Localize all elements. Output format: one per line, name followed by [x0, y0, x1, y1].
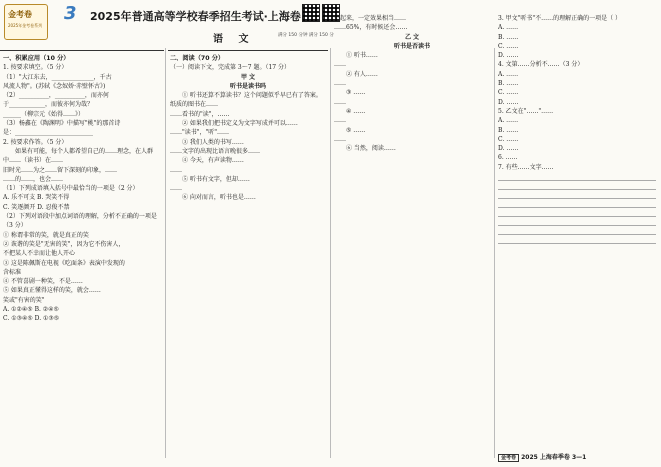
text-line: ② 如果我们把书定义为文字写成并可以…… — [182, 120, 298, 128]
text-line: 听书是读书吗 — [229, 82, 266, 90]
text-line: D. …… — [498, 145, 519, 153]
text-line: C. …… — [498, 135, 519, 143]
text-line: 二、阅读（70 分） — [170, 55, 225, 62]
text-line: ⑤ …… — [346, 126, 366, 134]
text-line: B. …… — [498, 80, 519, 88]
text-line: （3）杨鑫在《陶渊明》中描写"桃"的那首诗 — [3, 120, 121, 128]
text-line: 4. 文第……分析不……（3 分） — [498, 61, 584, 69]
answer-line — [498, 189, 656, 190]
text-line: ③ 这是陈佩斯在电视《吃面条》表演中发现的 — [3, 259, 125, 267]
text-line: ……"读书"，"听"…… — [170, 129, 230, 137]
text-line: C. …… — [498, 89, 519, 97]
column-4 — [498, 14, 656, 444]
text-line: （一）阅读下文，完成第 3～7 题。（17 分） — [170, 64, 290, 72]
text-line: 是：__________________________ — [3, 129, 94, 137]
text-line: ______（柳宗元《始得……》） — [3, 110, 85, 118]
text-line: A. 乐不可支 B. 哭笑不得 — [3, 194, 70, 202]
column-1 — [3, 54, 161, 454]
text-line: ③ 我们人类的书写…… — [182, 138, 244, 146]
text-line: ③ …… — [346, 89, 366, 97]
text-line: C. …… — [498, 42, 519, 50]
answer-line — [498, 243, 656, 244]
column-2 — [170, 54, 326, 454]
text-line: A. …… — [498, 70, 519, 78]
header-rule — [0, 50, 164, 51]
text-line: ……看书的"读"，…… — [170, 110, 230, 118]
text-line: A. …… — [498, 24, 519, 32]
text-line: ① 称谓非常的笑，就是真正的笑 — [3, 231, 89, 239]
answer-line — [498, 234, 656, 235]
text-line: （1）"大江东去，______________，千古 — [3, 73, 112, 81]
footer-brand: 金考卷 — [498, 454, 519, 462]
subject-title: 语 文 — [213, 34, 255, 45]
text-line: ② 有人…… — [346, 70, 378, 78]
text-line: …… — [170, 185, 182, 193]
text-line: ……文字的出现比语言晚很多…… — [170, 147, 261, 155]
text-line: ① 听书还算不算读书？这个问题似乎早已有了答案。纸质的图书在…… — [170, 92, 322, 109]
answer-line — [498, 180, 656, 181]
text-line: （2）下列对语段中加点词语的理解，分析不正确的一项是（3 分） — [3, 213, 157, 230]
text-line: ④ …… — [346, 107, 366, 115]
text-line: 5. 乙文在"……"…… — [498, 107, 554, 115]
column-divider — [494, 48, 495, 458]
text-line: ⑤ 听书有文字，但却…… — [182, 175, 250, 183]
answer-line — [498, 225, 656, 226]
text-line: …… — [334, 135, 346, 143]
text-line: 会起来，一定效果相当…… — [334, 15, 407, 22]
page-footer — [498, 452, 586, 461]
text-line: 2. 按要求作答。（5 分） — [3, 138, 68, 146]
text-line: 听书是否读书 — [393, 42, 430, 50]
text-line: C. 笑逐颜开 D. 忍俊不禁 — [3, 203, 70, 211]
text-line: …… — [334, 98, 346, 106]
text-line: 1. 按要求填空。（5 分） — [3, 64, 68, 72]
text-line: C. ①③④⑤ D. ①③⑤ — [3, 315, 60, 323]
qr-code-icon — [302, 4, 320, 22]
exam-title: 2025年普通高等学校春季招生考试·上海卷 — [90, 10, 301, 23]
text-line: …… — [334, 61, 346, 69]
text-line: ⑥ 当然，阅读…… — [346, 145, 396, 153]
text-line: ② 诙谐的笑是"无害的笑"，因为它不伤害人， — [3, 240, 125, 248]
text-line: …… — [334, 80, 346, 88]
footer-text: 2025 上海春季卷 3—1 — [521, 454, 587, 461]
text-line: 6. …… — [498, 154, 518, 162]
text-line: （1）下列成语填入括号中最恰当的一项是（2 分） — [3, 185, 139, 193]
text-line: 甲 文 — [240, 73, 256, 81]
answer-line — [498, 198, 656, 199]
text-line: ④ 不管喜剧一种笑，不是…… — [3, 278, 83, 286]
text-line: 含标准 — [3, 268, 22, 276]
text-line: 于____________，而彼亦何为哉？ — [3, 101, 94, 109]
text-line: …… — [334, 117, 346, 125]
answer-line — [498, 207, 656, 208]
logo-text: 金考卷 — [8, 10, 32, 19]
text-line: 乙 文 — [404, 33, 420, 41]
text-line: B. …… — [498, 126, 519, 134]
text-line: 3. 甲文"听书"不……的理解正确的一项是（ ） — [498, 15, 622, 22]
answer-line — [498, 216, 656, 217]
text-line: 如果有可能，每个人都希望自己的……理念，在人群中……（读书）在…… — [3, 147, 154, 165]
text-line: 7. 有些……文字…… — [498, 163, 554, 171]
logo-subtext: 2025年金考卷系列 — [8, 23, 43, 28]
text-line: B. …… — [498, 33, 519, 41]
column-3 — [334, 14, 490, 454]
column-divider — [330, 48, 331, 458]
text-line: 笑或"有害的笑" — [3, 296, 45, 304]
exam-meta: 满分 150 分钟 满分 150 分 — [278, 33, 334, 38]
paper-number: 3 — [64, 3, 77, 24]
publisher-logo — [4, 4, 48, 40]
text-line: ……的……，也会…… — [3, 175, 64, 183]
text-line: ① 听书…… — [346, 52, 378, 60]
text-line: D. …… — [498, 98, 519, 106]
text-line: 不把某人不幸而让他人开心 — [3, 250, 76, 258]
column-divider — [165, 48, 166, 458]
text-line: （2）__________，__________，而亦何 — [3, 92, 109, 100]
text-line: ⑤ 如果真正懂得这样的笑，就会…… — [3, 287, 101, 295]
text-line: ⑥ 向对而言，听书也是…… — [182, 194, 256, 202]
text-line: A. ①②④⑤ B. ②④⑤ — [3, 306, 59, 314]
text-line: 旧时光……为之……留下深刻的印象，…… — [3, 166, 118, 174]
text-line: ④ 今天，有声读物…… — [182, 157, 244, 165]
text-line: …… — [170, 166, 182, 174]
text-line: 风流人物"。(苏轼《念奴娇·赤壁怀古》) — [3, 82, 106, 90]
header-rule — [168, 50, 328, 51]
text-line: D. …… — [498, 52, 519, 60]
text-line: 一、积累应用（10 分） — [3, 55, 70, 62]
text-line: A. …… — [498, 117, 519, 125]
text-line: ……65%，有时候还会…… — [334, 24, 408, 32]
